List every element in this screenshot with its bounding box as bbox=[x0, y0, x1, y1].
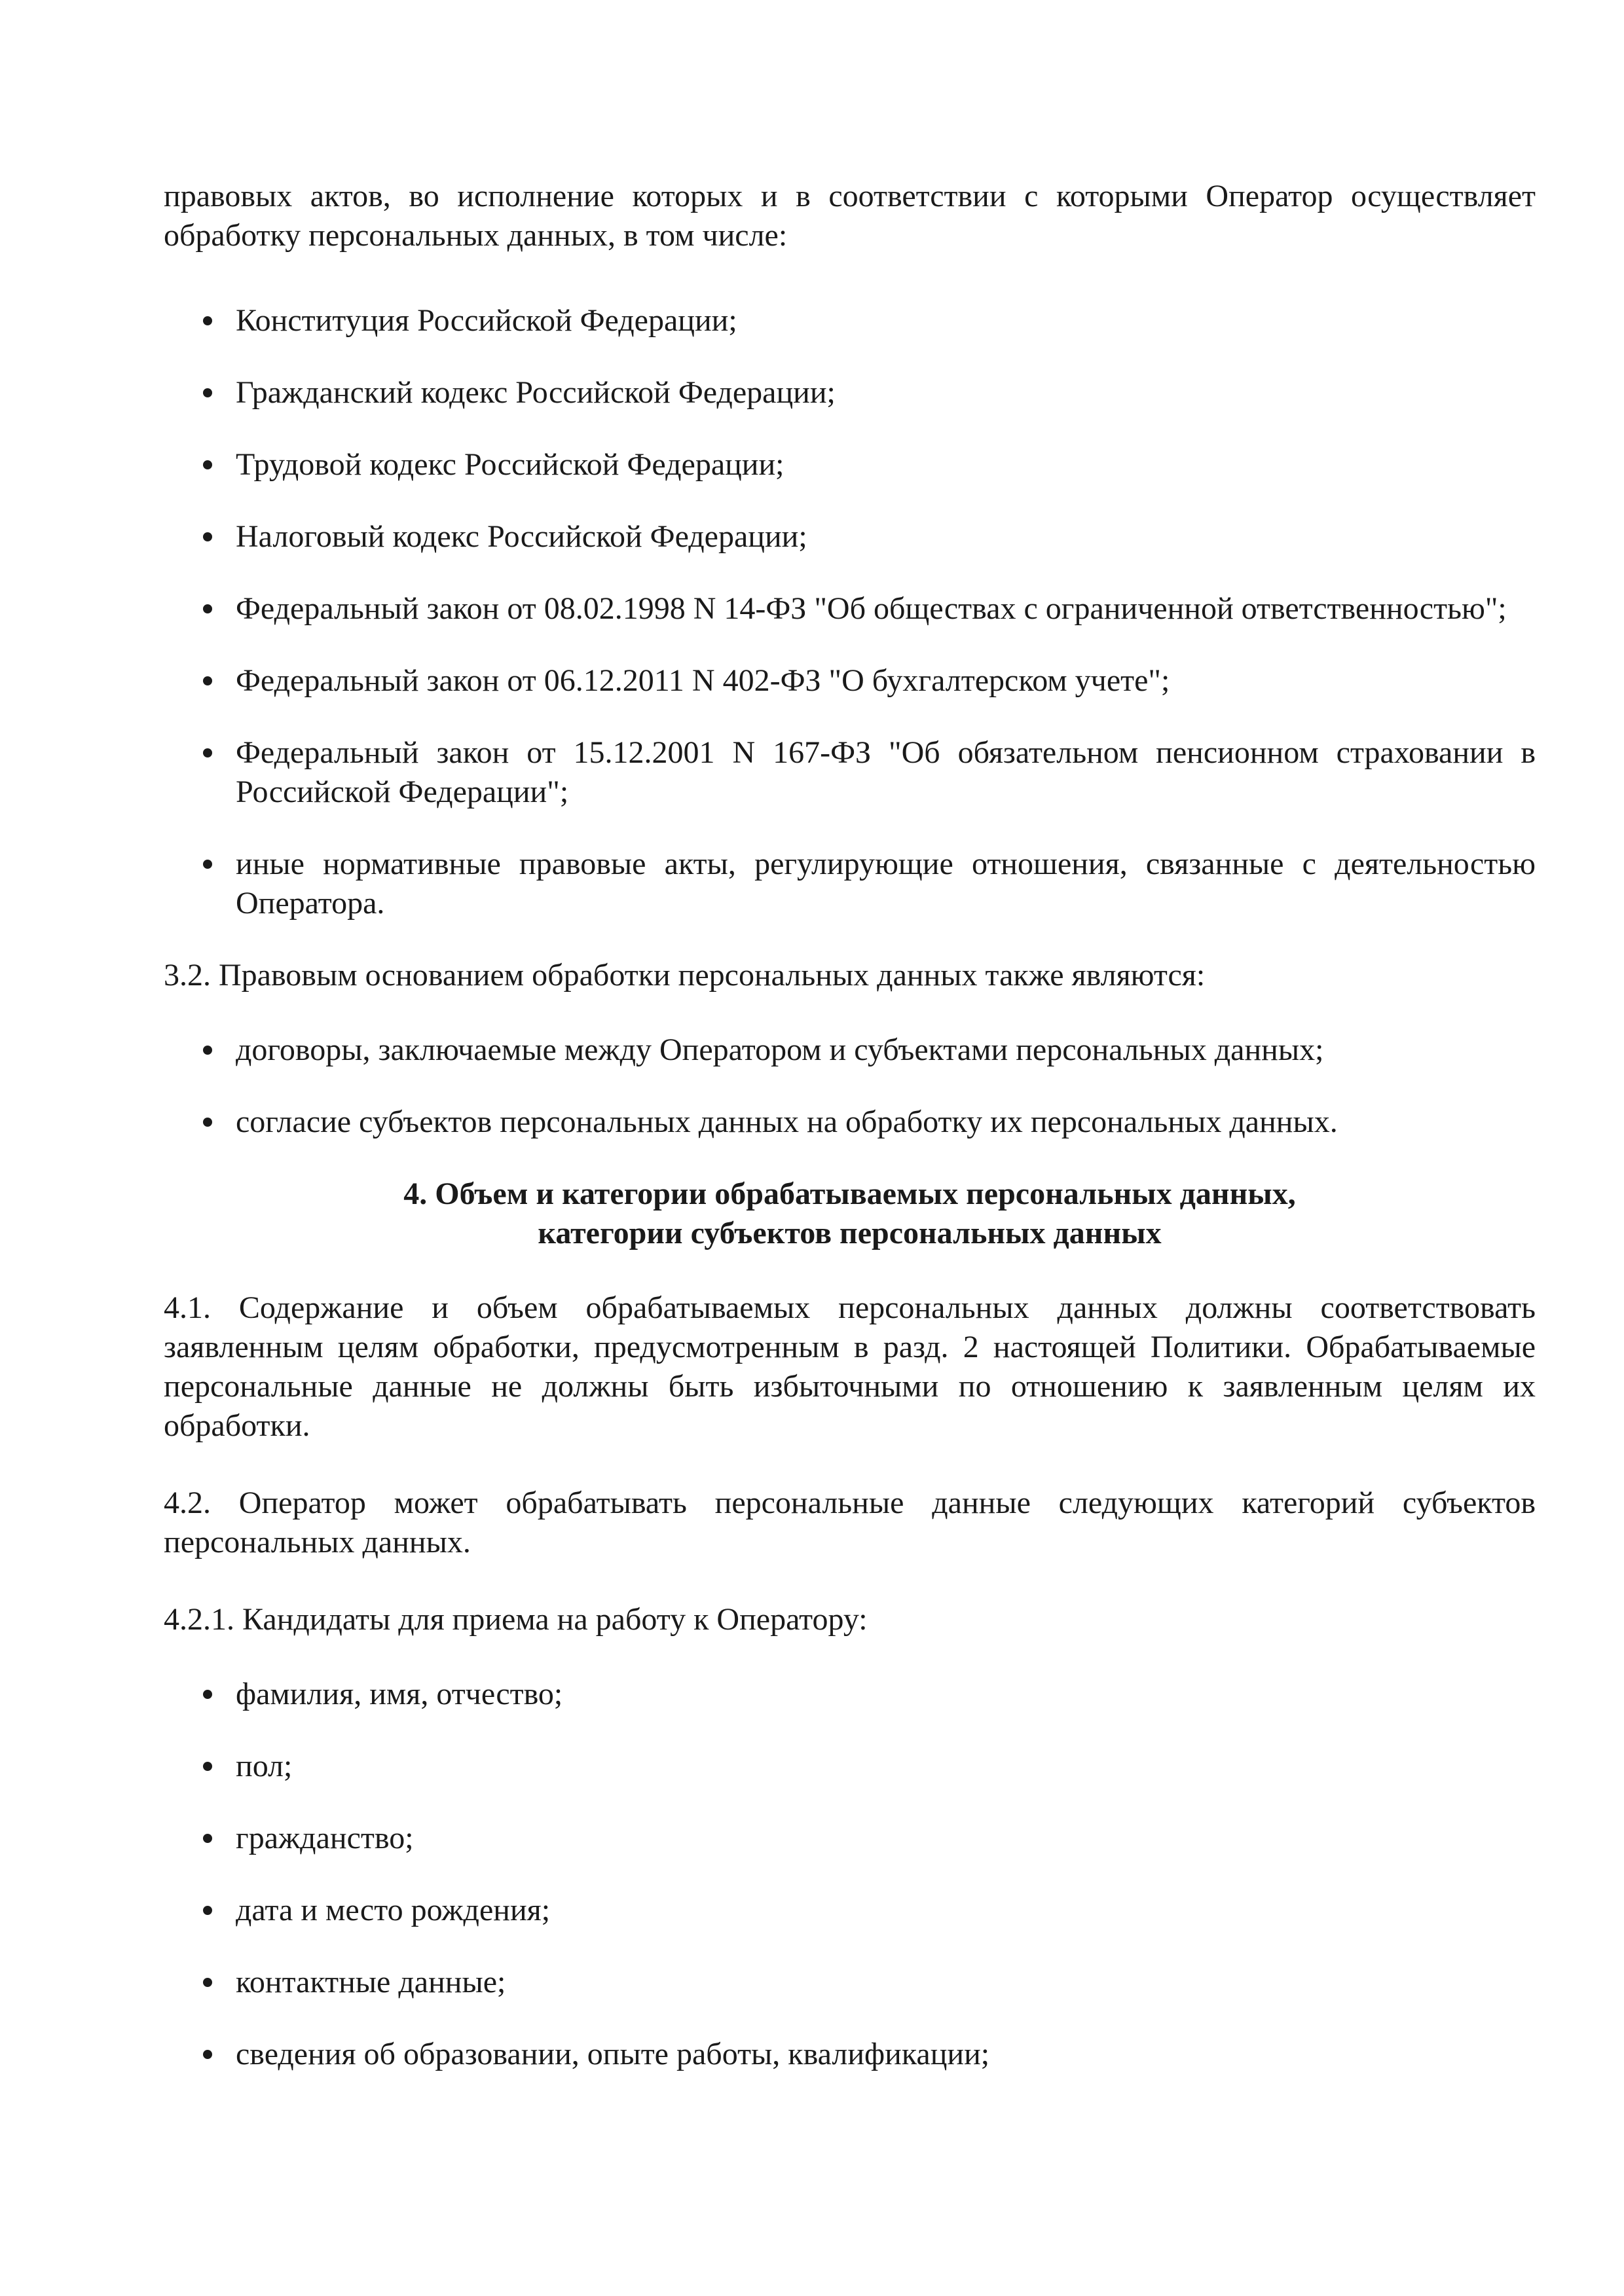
list-item: согласие субъектов персональных данных на обработку их персональных данных. bbox=[164, 1102, 1536, 1142]
section-4-heading-line-1: 4. Объем и категории обрабатываемых персональных данных, bbox=[403, 1176, 1296, 1211]
paragraph-4-1: 4.1. Содержание и объем обрабатываемых персональных данных должны соответствовать заявленным целям обработки, предусмотренным в разд. 2 настоящей Политики. Обрабатываемые персональные данные не должны быть избыточными по отношению к заявленным целям их обработки. bbox=[164, 1290, 1536, 1443]
bullet-icon bbox=[203, 676, 212, 685]
candidate-data-list bbox=[164, 1675, 1536, 2074]
bullet-icon bbox=[203, 1906, 212, 1915]
bullet-icon bbox=[203, 388, 212, 397]
legal-acts-list bbox=[164, 301, 1536, 923]
list-item: Налоговый кодекс Российской Федерации; bbox=[164, 517, 1536, 556]
bullet-icon bbox=[203, 1762, 212, 1771]
bullet-icon bbox=[203, 748, 212, 757]
bullet-icon bbox=[203, 1978, 212, 1987]
list-item: гражданство; bbox=[164, 1819, 1536, 1858]
bullet-icon bbox=[203, 1690, 212, 1699]
bullet-icon bbox=[203, 1834, 212, 1843]
list-item: пол; bbox=[164, 1747, 1536, 1786]
list-item: Федеральный закон от 08.02.1998 N 14-ФЗ "Об обществах с ограниченной ответственностью"; bbox=[164, 589, 1536, 629]
list-item: дата и место рождения; bbox=[164, 1891, 1536, 1930]
document-page bbox=[164, 177, 1536, 2107]
bullet-icon bbox=[203, 1118, 212, 1127]
bullet-icon bbox=[203, 460, 212, 469]
section-4-heading-line-2: категории субъектов персональных данных bbox=[538, 1216, 1162, 1250]
list-item: Гражданский кодекс Российской Федерации; bbox=[164, 373, 1536, 412]
list-item: Конституция Российской Федерации; bbox=[164, 301, 1536, 340]
list-item: Федеральный закон от 15.12.2001 N 167-ФЗ "Об обязательном пенсионном страховании в Российской Федерации"; bbox=[164, 733, 1536, 812]
list-item: сведения об образовании, опыте работы, квалификации; bbox=[164, 2035, 1536, 2074]
section-4-heading bbox=[164, 1175, 1536, 1253]
legal-basis-list bbox=[164, 1030, 1536, 1142]
list-item: контактные данные; bbox=[164, 1963, 1536, 2002]
bullet-icon bbox=[203, 860, 212, 869]
list-item: Федеральный закон от 06.12.2011 N 402-ФЗ "О бухгалтерском учете"; bbox=[164, 661, 1536, 701]
bullet-icon bbox=[203, 1046, 212, 1055]
bullet-icon bbox=[203, 532, 212, 541]
paragraph-4-2: 4.2. Оператор может обрабатывать персональные данные следующих категорий субъектов персональных данных. bbox=[164, 1485, 1536, 1559]
bullet-icon bbox=[203, 2050, 212, 2059]
intro-paragraph: правовых актов, во исполнение которых и в соответствии с которыми Оператор осуществляет обработку персональных данных, в том числе: bbox=[164, 179, 1536, 253]
bullet-icon bbox=[203, 316, 212, 325]
list-item: договоры, заключаемые между Оператором и субъектами персональных данных; bbox=[164, 1030, 1536, 1070]
paragraph-4-2-1: 4.2.1. Кандидаты для приема на работу к Оператору: bbox=[164, 1602, 868, 1637]
bullet-icon bbox=[203, 604, 212, 613]
list-item: Трудовой кодекс Российской Федерации; bbox=[164, 445, 1536, 484]
paragraph-3-2: 3.2. Правовым основанием обработки персональных данных также являются: bbox=[164, 958, 1206, 993]
list-item: фамилия, имя, отчество; bbox=[164, 1675, 1536, 1714]
list-item: иные нормативные правовые акты, регулирующие отношения, связанные с деятельностью Оператора. bbox=[164, 845, 1536, 923]
